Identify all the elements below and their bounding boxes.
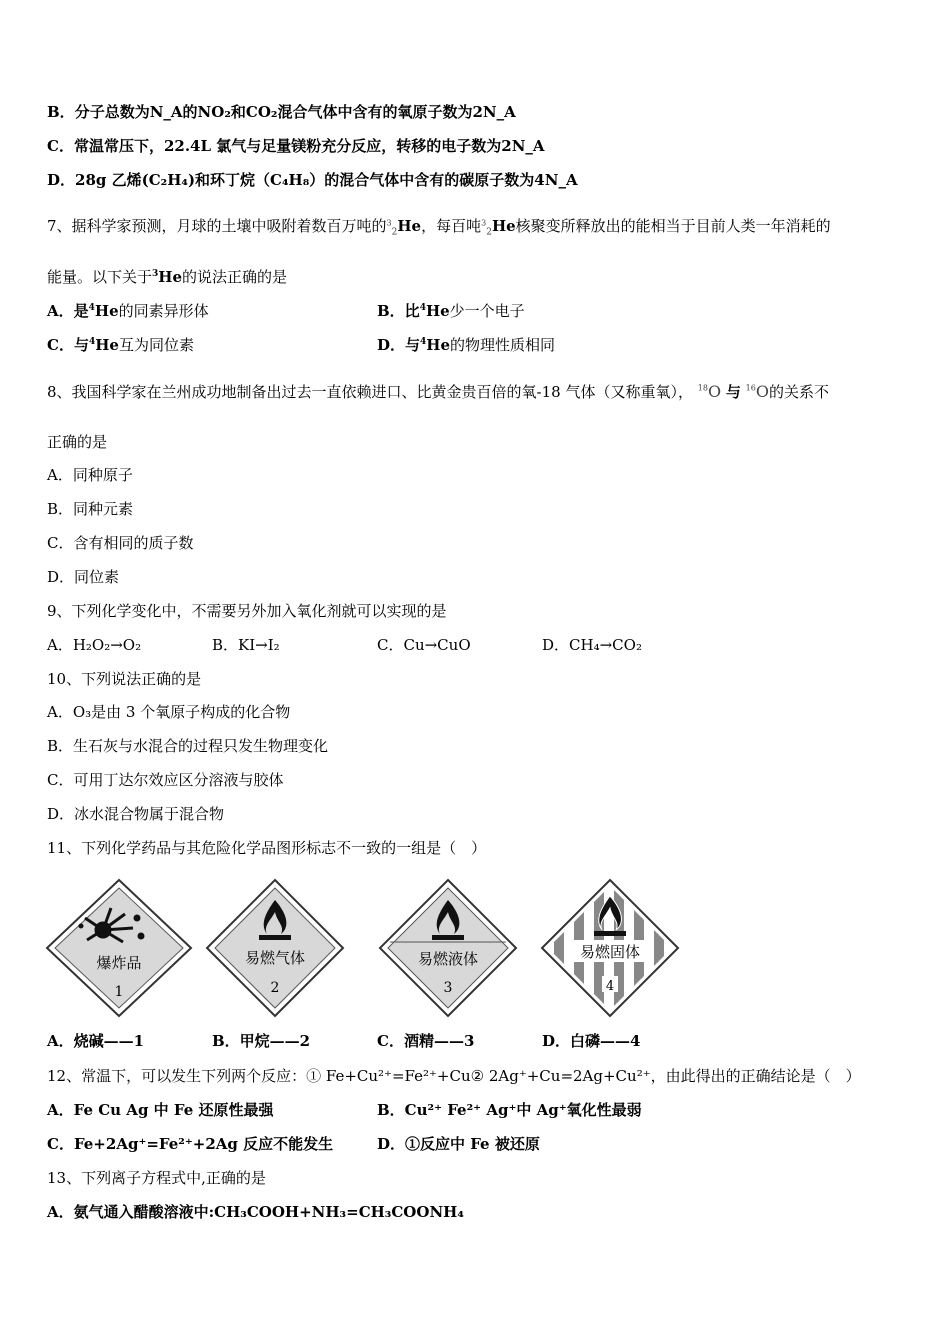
sign-2-number: 2 — [270, 980, 280, 996]
sign-2-label: 易燃气体 — [244, 949, 306, 967]
q12-option-a: A．Fe Cu Ag 中 Fe 还原性最强 — [47, 1101, 274, 1119]
sign-4-label: 易燃固体 — [579, 943, 641, 961]
sign-4-number: 4 — [605, 979, 615, 994]
q8-option-b: B．同种元素 — [47, 500, 134, 518]
sign-1-label: 爆炸品 — [96, 954, 142, 972]
q9-stem: 9、下列化学变化中，不需要另外加入氧化剂就可以实现的是 — [47, 602, 447, 620]
q7-option-d: D．与$^4$He的物理性质相同 — [377, 336, 556, 354]
q13-stem: 13、下列离子方程式中,正确的是 — [47, 1169, 266, 1187]
q8-stem: 8、我国科学家在兰州成功地制备出过去一直依赖进口、比黄金贵百倍的氧-18 气体（又称重氧）， $^{18}$O 与 $^{16}$O的关系不 — [47, 382, 829, 401]
q6-option-b: B．分子总数为N_A的NO₂和CO₂混合气体中含有的氧原子数为2N_A — [47, 103, 516, 121]
q7-option-b: B．比$^4$He少一个电子 — [377, 302, 525, 320]
q10-option-b: B．生石灰与水混合的过程只发生物理变化 — [47, 737, 329, 755]
q10-option-d: D．冰水混合物属于混合物 — [47, 805, 225, 823]
q8-option-d: D．同位素 — [47, 568, 120, 586]
q11-option-b: B．甲烷——2 — [212, 1032, 311, 1050]
flammable-liquid-sign — [378, 878, 518, 1018]
oxygen-16-nuclide: $^{16}$O — [745, 382, 769, 401]
q12-option-b: B．Cu²⁺ Fe²⁺ Ag⁺中 Ag⁺氧化性最弱 — [377, 1101, 642, 1119]
oxygen-18-nuclide: $^{18}$O — [697, 382, 722, 401]
q11-stem: 11、下列化学药品与其危险化学品图形标志不一致的一组是（ ） — [47, 839, 487, 857]
sign-1-number: 1 — [114, 984, 124, 1000]
q13-option-a: A．氨气通入醋酸溶液中:CH₃COOH+NH₃=CH₃COONH₄ — [47, 1203, 464, 1221]
q9-option-a: A．H₂O₂→O₂ — [47, 636, 142, 654]
q11-option-d: D．白磷——4 — [542, 1032, 641, 1050]
flammable-solid-sign — [540, 878, 680, 1018]
q8-option-a: A．同种原子 — [47, 466, 133, 484]
explosive-hazard-sign — [45, 878, 193, 1018]
q6-option-c: C．常温常压下，22.4L 氯气与足量镁粉充分反应，转移的电子数为2N_A — [47, 137, 545, 155]
q12-stem: 12、常温下，可以发生下列两个反应：① Fe+Cu²⁺=Fe²⁺+Cu② 2Ag⁺+Cu=2Ag+Cu²⁺，由此得出的正确结论是（ ） — [47, 1067, 861, 1085]
q11-option-a: A．烧碱——1 — [47, 1032, 145, 1050]
sign-3-label: 易燃液体 — [417, 950, 479, 968]
q12-option-c: C．Fe+2Ag⁺=Fe²⁺+2Ag 反应不能发生 — [47, 1135, 334, 1153]
q11-option-c: C．酒精——3 — [377, 1032, 475, 1050]
q8-stem-cont: 正确的是 — [47, 433, 108, 451]
q7-stem: 7、据科学家预测，月球的土壤中吸附着数百万吨的$^3_2$He，每百吨$^3_2$He核聚变所释放出的能相当于目前人类一年消耗的 — [47, 217, 831, 238]
q12-option-d: D．①反应中 Fe 被还原 — [377, 1135, 540, 1153]
q7-stem-cont: 能量。以下关于$^3$He的说法正确的是 — [47, 268, 288, 286]
helium-3-nuclide: $^3_2$ — [386, 218, 398, 238]
q8-option-c: C．含有相同的质子数 — [47, 534, 194, 552]
q6-option-d: D．28g 乙烯(C₂H₄)和环丁烷（C₄H₈）的混合气体中含有的碳原子数为4N_A — [47, 171, 578, 189]
q9-option-c: C．Cu→CuO — [377, 636, 471, 654]
q10-option-c: C．可用丁达尔效应区分溶液与胶体 — [47, 771, 284, 789]
q9-option-d: D．CH₄→CO₂ — [542, 636, 642, 654]
q9-option-b: B．KI→I₂ — [212, 636, 280, 654]
q7-option-a: A．是$^4$He的同素异形体 — [47, 302, 209, 320]
q7-option-c: C．与$^4$He互为同位素 — [47, 336, 194, 354]
q10-stem: 10、下列说法正确的是 — [47, 670, 202, 688]
q10-option-a: A．O₃是由 3 个氧原子构成的化合物 — [47, 703, 291, 721]
sign-3-number: 3 — [443, 980, 453, 996]
flammable-gas-sign — [205, 878, 345, 1018]
